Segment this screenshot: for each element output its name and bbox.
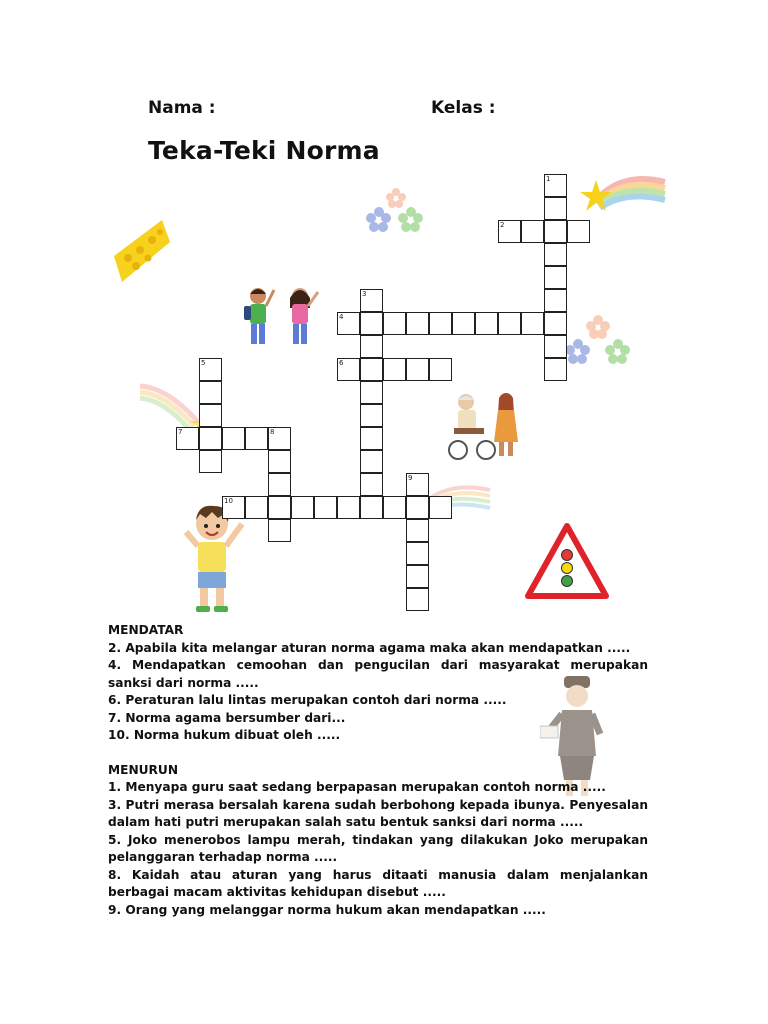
crossword-cell[interactable] <box>268 519 291 542</box>
down-clue: 8. Kaidah atau aturan yang harus ditaati manusia dalam menjalankan berbagai macam aktivitas kehidupan disebut ..... <box>108 867 648 899</box>
crossword-cell[interactable] <box>222 496 245 519</box>
crossword-cell[interactable] <box>475 312 498 335</box>
down-clue: 1. Menyapa guru saat sedang berpapasan merupakan contoh norma ..... <box>108 780 606 794</box>
crossword-cell[interactable] <box>360 450 383 473</box>
clue-number: 5 <box>201 359 206 367</box>
clue-number: 9 <box>408 474 413 482</box>
crossword-cell[interactable] <box>176 427 199 450</box>
crossword-cell[interactable] <box>199 381 222 404</box>
clue-number: 6 <box>339 359 344 367</box>
across-clue: 6. Peraturan lalu lintas merupakan contoh dari norma ..... <box>108 693 507 707</box>
crossword-cell[interactable] <box>268 473 291 496</box>
crossword-cell[interactable] <box>429 496 452 519</box>
crossword-cell[interactable] <box>406 542 429 565</box>
crossword-cell[interactable] <box>429 312 452 335</box>
clue-number: 7 <box>178 428 183 436</box>
crossword-cell[interactable] <box>406 496 429 519</box>
crossword-cell[interactable] <box>360 473 383 496</box>
crossword-cell[interactable] <box>498 312 521 335</box>
crossword-cell[interactable] <box>383 358 406 381</box>
crossword-cell[interactable] <box>199 404 222 427</box>
down-clue: 5. Joko menerobos lampu merah, tindakan yang dilakukan Joko merupakan pelanggaran terhadap norma ..... <box>108 832 648 864</box>
crossword-cell[interactable] <box>360 381 383 404</box>
crossword-cell[interactable] <box>406 358 429 381</box>
crossword-cell[interactable] <box>498 220 521 243</box>
crossword-cell[interactable] <box>337 496 360 519</box>
across-heading: MENDATAR <box>108 623 184 637</box>
crossword-cell[interactable] <box>245 427 268 450</box>
across-clue: 7. Norma agama bersumber dari... <box>108 710 346 725</box>
crossword-cell[interactable] <box>544 289 567 312</box>
crossword-cell[interactable] <box>291 496 314 519</box>
crossword-cell[interactable] <box>406 519 429 542</box>
across-clue: 4. Mendapatkan cemoohan dan pengucilan dari masyarakat merupakan sanksi dari norma ..... <box>108 658 648 690</box>
crossword-cell[interactable] <box>406 565 429 588</box>
class-label: Kelas : <box>431 98 496 118</box>
clue-number: 3 <box>362 290 367 298</box>
crossword-cell[interactable] <box>544 174 567 197</box>
down-clue: 3. Putri merasa bersalah karena sudah berbohong kepada ibunya. Penyesalan dalam hati putri merupakan salah satu bentuk sanksi dari norma ..... <box>108 797 648 829</box>
crossword-cell[interactable] <box>544 335 567 358</box>
crossword-cell[interactable] <box>383 312 406 335</box>
crossword-cell[interactable] <box>452 312 475 335</box>
crossword-cell[interactable] <box>521 312 544 335</box>
clue-number: 1 <box>546 175 551 183</box>
crossword-cell[interactable] <box>337 358 360 381</box>
crossword-cell[interactable] <box>544 243 567 266</box>
down-heading: MENURUN <box>108 762 179 777</box>
name-label: Nama : <box>148 98 216 118</box>
crossword-cell[interactable] <box>360 358 383 381</box>
crossword-cell[interactable] <box>406 473 429 496</box>
crossword-cell[interactable] <box>360 404 383 427</box>
crossword-cell[interactable] <box>544 220 567 243</box>
across-clue: 2. Apabila kita melangar aturan norma agama maka akan mendapatkan ..... <box>108 640 631 655</box>
crossword-cell[interactable] <box>199 427 222 450</box>
crossword-cell[interactable] <box>567 220 590 243</box>
crossword-cell[interactable] <box>199 450 222 473</box>
crossword-cell[interactable] <box>406 312 429 335</box>
crossword-cell[interactable] <box>360 312 383 335</box>
crossword-cell[interactable] <box>360 335 383 358</box>
crossword-cell[interactable] <box>199 358 222 381</box>
crossword-cell[interactable] <box>360 427 383 450</box>
crossword-cell[interactable] <box>544 312 567 335</box>
crossword-cell[interactable] <box>222 427 245 450</box>
clue-number: 4 <box>339 313 344 321</box>
crossword-cell[interactable] <box>268 496 291 519</box>
clues-section <box>108 622 648 919</box>
crossword-cell[interactable] <box>360 496 383 519</box>
crossword-cell[interactable] <box>314 496 337 519</box>
crossword-cell[interactable] <box>521 220 544 243</box>
crossword-cell[interactable] <box>544 266 567 289</box>
crossword-cell[interactable] <box>406 588 429 611</box>
crossword-cell[interactable] <box>337 312 360 335</box>
clue-number: 10 <box>224 497 233 505</box>
crossword-cell[interactable] <box>245 496 268 519</box>
crossword-cell[interactable] <box>268 450 291 473</box>
crossword-cell[interactable] <box>383 496 406 519</box>
crossword-cell[interactable] <box>544 358 567 381</box>
crossword-cell[interactable] <box>429 358 452 381</box>
across-clue: 10. Norma hukum dibuat oleh ..... <box>108 728 341 742</box>
crossword-cell[interactable] <box>544 197 567 220</box>
crossword-cell[interactable] <box>360 289 383 312</box>
crossword-cell[interactable] <box>268 427 291 450</box>
clue-number: 2 <box>500 221 505 229</box>
page-title: Teka-Teki Norma <box>148 136 380 165</box>
clue-number: 8 <box>270 428 275 436</box>
down-clue: 9. Orang yang melanggar norma hukum akan mendapatkan ..... <box>108 902 546 917</box>
